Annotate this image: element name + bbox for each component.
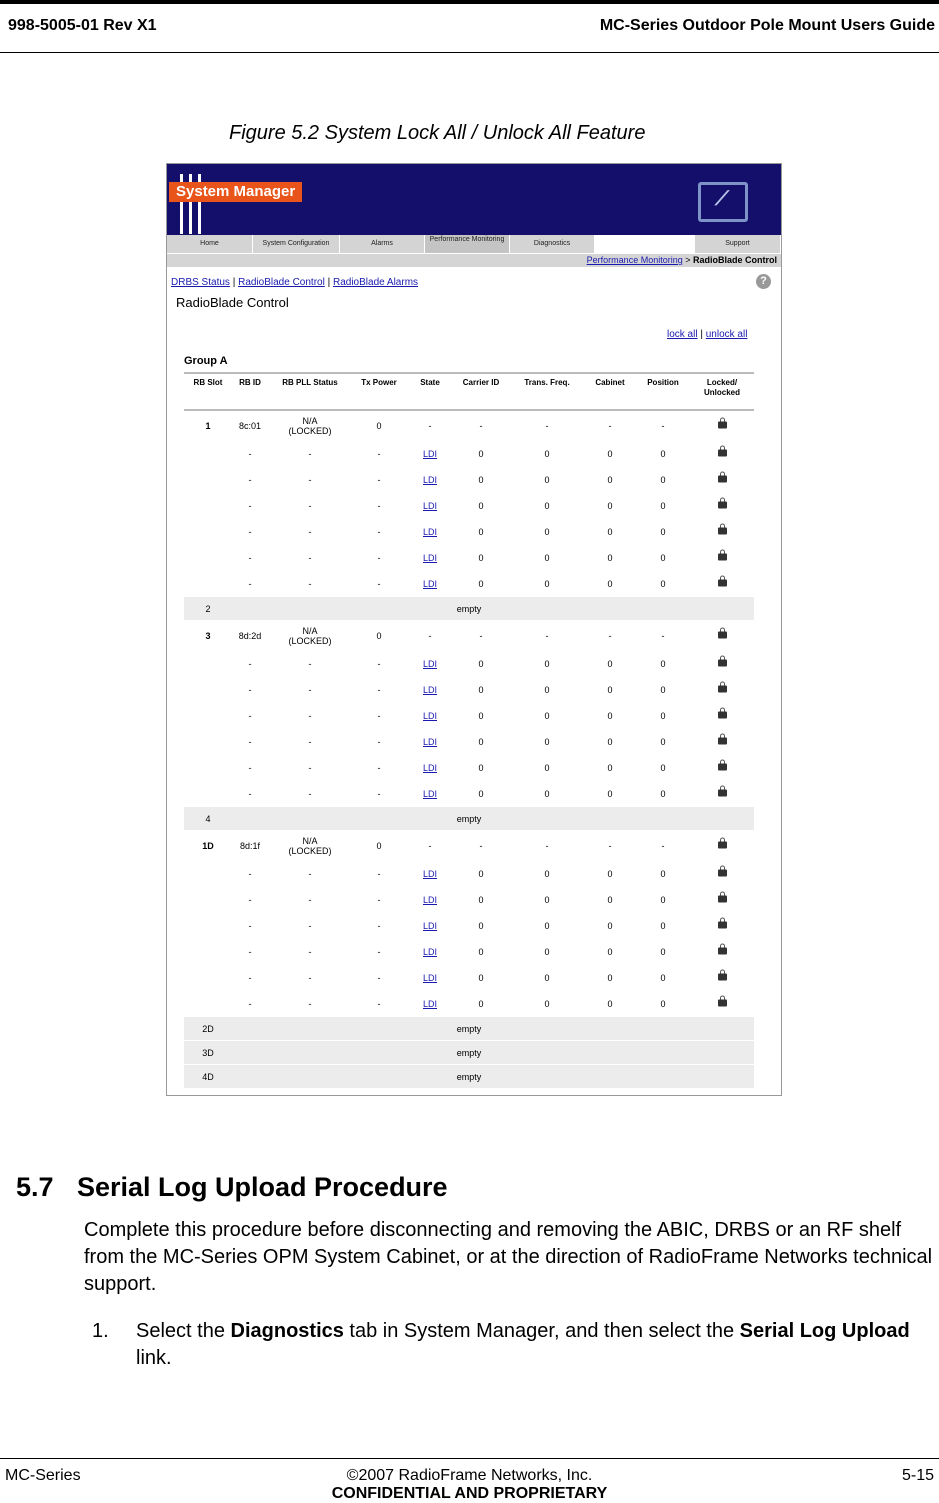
slot-number: 2D	[202, 1023, 214, 1034]
lock-icon[interactable]	[718, 476, 727, 485]
table-row-sub	[184, 887, 754, 913]
zero-cell: 0	[544, 947, 550, 957]
zero-cell: 0	[478, 553, 484, 563]
table-row-empty	[184, 1041, 754, 1065]
dash-cell: -	[248, 475, 252, 485]
column-header: RB PLL Status	[282, 378, 338, 387]
dash-cell: -	[377, 921, 381, 931]
dash-cell: -	[377, 737, 381, 747]
doc-title: MC-Series Outdoor Pole Mount Users Guide	[599, 17, 935, 34]
radioblade-table	[184, 372, 754, 1089]
dash-cell: -	[428, 841, 432, 851]
zero-cell: 0	[660, 659, 666, 669]
slot-number: 4D	[202, 1071, 214, 1082]
zero-cell: 0	[660, 449, 666, 459]
zero-cell: 0	[607, 527, 613, 537]
zero-cell: 0	[607, 579, 613, 589]
lock-icon[interactable]	[718, 528, 727, 537]
step-text	[136, 1318, 936, 1372]
zero-cell: 0	[478, 449, 484, 459]
zero-cell: 0	[660, 737, 666, 747]
zero-cell: 0	[607, 895, 613, 905]
breadcrumb	[167, 254, 781, 267]
table-row-sub	[184, 965, 754, 991]
zero-cell: 0	[478, 973, 484, 983]
zero-cell: 0	[478, 947, 484, 957]
column-header: RB Slot	[193, 378, 223, 387]
dash-cell: -	[377, 869, 381, 879]
zero-cell: 0	[544, 789, 550, 799]
zero-cell: 0	[478, 501, 484, 511]
tab-diagnostics[interactable]: Diagnostics	[510, 235, 595, 253]
dash-cell: -	[377, 999, 381, 1009]
column-header: Cabinet	[595, 378, 625, 387]
dash-cell: -	[248, 763, 252, 773]
table-row-sub	[184, 545, 754, 571]
table-row	[184, 831, 754, 861]
dash-cell: -	[308, 999, 312, 1009]
ldi-link[interactable]: LDI	[422, 999, 437, 1009]
lock-icon[interactable]	[718, 764, 727, 773]
slot-number: 1	[205, 421, 211, 431]
doc-number: 998-5005-01 Rev X1	[8, 17, 157, 34]
drbs-status-link[interactable]: DRBS Status	[171, 277, 230, 288]
dash-cell: -	[377, 895, 381, 905]
zero-cell: 0	[478, 527, 484, 537]
empty-label: empty	[456, 1023, 482, 1034]
ldi-link[interactable]: LDI	[422, 921, 437, 931]
empty-label: empty	[456, 1071, 482, 1082]
dash-cell: -	[428, 421, 432, 431]
table-row-sub	[184, 729, 754, 755]
zero-cell: 0	[607, 711, 613, 721]
zero-cell: 0	[478, 711, 484, 721]
dash-cell: -	[377, 659, 381, 669]
zero-cell: 0	[478, 789, 484, 799]
sublink-pipe: |	[327, 277, 331, 288]
zero-cell: 0	[478, 579, 484, 589]
empty-label: empty	[456, 603, 482, 614]
table-row-sub	[184, 677, 754, 703]
lock-controls	[667, 329, 747, 340]
table-row	[184, 621, 754, 651]
zero-cell: 0	[544, 999, 550, 1009]
header-rule	[0, 0, 939, 4]
dash-cell: -	[479, 841, 483, 851]
pll-status: N/A (LOCKED)	[288, 626, 332, 646]
dash-cell: -	[479, 631, 483, 641]
tab-support[interactable]: Support	[695, 235, 781, 253]
dash-cell: -	[308, 501, 312, 511]
zero-cell: 0	[660, 947, 666, 957]
zero-cell: 0	[544, 711, 550, 721]
column-header: Tx Power	[361, 378, 397, 387]
lock-all-link[interactable]: lock all	[667, 329, 698, 340]
dash-cell: -	[608, 841, 612, 851]
footer-left: MC-Series	[5, 1467, 81, 1484]
tab-alarms[interactable]: Alarms	[340, 235, 425, 253]
dash-cell: -	[608, 421, 612, 431]
unlock-all-link[interactable]: unlock all	[705, 329, 748, 340]
dash-cell: -	[308, 789, 312, 799]
zero-cell: 0	[544, 869, 550, 879]
dash-cell: -	[377, 449, 381, 459]
dash-cell: -	[377, 475, 381, 485]
footer-page-number: 5-15	[901, 1467, 934, 1484]
zero-cell: 0	[660, 789, 666, 799]
dash-cell: -	[308, 895, 312, 905]
dash-cell: -	[545, 631, 549, 641]
table-row-sub	[184, 861, 754, 887]
zero-cell: 0	[607, 921, 613, 931]
zero-cell: 0	[660, 685, 666, 695]
lock-icon[interactable]	[718, 450, 727, 459]
column-header: Locked/ Unlocked	[703, 378, 740, 397]
zero-cell: 0	[478, 659, 484, 669]
dash-cell: -	[308, 763, 312, 773]
dash-cell: -	[248, 789, 252, 799]
zero-cell: 0	[660, 579, 666, 589]
dash-cell: -	[248, 947, 252, 957]
slot-number: 4	[205, 813, 211, 824]
zero-cell: 0	[607, 553, 613, 563]
dash-cell: -	[248, 659, 252, 669]
table-row-sub	[184, 939, 754, 965]
step-text-mid: tab in System Manager, and then select the	[343, 1320, 740, 1342]
lock-icon[interactable]	[718, 922, 727, 931]
section-heading	[16, 1172, 448, 1203]
breadcrumb-current: RadioBlade Control	[692, 255, 777, 265]
zero-cell: 0	[544, 659, 550, 669]
dash-cell: -	[377, 973, 381, 983]
ldi-link[interactable]: LDI	[422, 553, 437, 563]
zero-cell: 0	[544, 475, 550, 485]
zero-cell: 0	[660, 475, 666, 485]
table-row-sub	[184, 467, 754, 493]
figure-caption: Figure 5.2 System Lock All / Unlock All Feature	[229, 122, 646, 144]
lock-icon[interactable]	[718, 896, 727, 905]
zero-cell: 0	[607, 475, 613, 485]
column-header: Position	[647, 378, 679, 387]
column-header: Carrier ID	[462, 378, 500, 387]
lock-icon[interactable]	[718, 554, 727, 563]
zero-cell: 0	[607, 947, 613, 957]
dash-cell: -	[545, 841, 549, 851]
ldi-link[interactable]: LDI	[422, 449, 437, 459]
ldi-link[interactable]: LDI	[422, 973, 437, 983]
table-row-sub	[184, 441, 754, 467]
zero-cell: 0	[544, 553, 550, 563]
page-title: RadioBlade Control	[176, 295, 289, 310]
tx-power: 0	[376, 841, 382, 851]
lock-icon[interactable]	[718, 842, 727, 851]
zero-cell: 0	[660, 711, 666, 721]
ldi-link[interactable]: LDI	[422, 475, 437, 485]
dash-cell: -	[248, 501, 252, 511]
dash-cell: -	[248, 895, 252, 905]
step-text-pre: Select the	[136, 1320, 231, 1342]
ldi-link[interactable]: LDI	[422, 501, 437, 511]
lock-icon[interactable]	[718, 870, 727, 879]
tab-home[interactable]: Home	[167, 235, 253, 253]
dash-cell: -	[248, 999, 252, 1009]
lock-icon[interactable]	[718, 974, 727, 983]
group-label: Group A	[184, 355, 228, 367]
dash-cell: -	[428, 631, 432, 641]
sublink-pipe: |	[232, 277, 236, 288]
dash-cell: -	[545, 421, 549, 431]
lock-icon[interactable]	[718, 790, 727, 799]
system-manager-logo: System Manager	[169, 182, 302, 202]
dash-cell: -	[377, 501, 381, 511]
zero-cell: 0	[478, 869, 484, 879]
zero-cell: 0	[607, 973, 613, 983]
ldi-link[interactable]: LDI	[422, 579, 437, 589]
lock-icon[interactable]	[718, 502, 727, 511]
lock-pipe: |	[700, 329, 703, 340]
radioblade-alarms-link[interactable]: RadioBlade Alarms	[332, 277, 419, 288]
lock-icon[interactable]	[718, 632, 727, 641]
lock-icon[interactable]	[718, 738, 727, 747]
system-manager-screenshot	[166, 163, 782, 1096]
rb-id: 8d:1f	[239, 841, 261, 851]
table-row-sub	[184, 571, 754, 597]
table-header	[184, 372, 754, 411]
dash-cell: -	[308, 553, 312, 563]
zero-cell: 0	[478, 895, 484, 905]
dash-cell: -	[377, 527, 381, 537]
zero-cell: 0	[607, 685, 613, 695]
column-header: Trans. Freq.	[524, 378, 570, 387]
ldi-link[interactable]: LDI	[422, 947, 437, 957]
zero-cell: 0	[544, 973, 550, 983]
column-header: State	[420, 378, 440, 387]
dash-cell: -	[308, 659, 312, 669]
dash-cell: -	[377, 789, 381, 799]
zero-cell: 0	[478, 685, 484, 695]
dash-cell: -	[248, 973, 252, 983]
zero-cell: 0	[478, 763, 484, 773]
step-bold-diagnostics: Diagnostics	[230, 1320, 344, 1342]
zero-cell: 0	[607, 869, 613, 879]
dash-cell: -	[308, 869, 312, 879]
dash-cell: -	[308, 973, 312, 983]
rb-id: 8d:2d	[238, 631, 262, 641]
sub-navigation	[171, 277, 418, 288]
ldi-link[interactable]: LDI	[422, 685, 437, 695]
dash-cell: -	[248, 449, 252, 459]
dash-cell: -	[248, 527, 252, 537]
lock-icon[interactable]	[718, 1000, 727, 1009]
lock-icon[interactable]	[718, 422, 727, 431]
zero-cell: 0	[544, 685, 550, 695]
step-text-post: link.	[136, 1347, 172, 1369]
dash-cell: -	[377, 947, 381, 957]
dash-cell: -	[661, 631, 665, 641]
dash-cell: -	[248, 553, 252, 563]
table-row	[184, 411, 754, 441]
dash-cell: -	[248, 869, 252, 879]
zero-cell: 0	[544, 737, 550, 747]
table-body	[184, 411, 754, 1089]
ldi-link[interactable]: LDI	[422, 711, 437, 721]
dash-cell: -	[248, 737, 252, 747]
dash-cell: -	[377, 579, 381, 589]
zero-cell: 0	[544, 501, 550, 511]
zero-cell: 0	[607, 763, 613, 773]
dash-cell: -	[479, 421, 483, 431]
empty-label: empty	[456, 813, 482, 824]
dash-cell: -	[377, 763, 381, 773]
breadcrumb-separator: >	[682, 255, 693, 265]
tx-power: 0	[376, 421, 382, 431]
slot-number: 3D	[202, 1047, 214, 1058]
footer-copyright: ©2007 RadioFrame Networks, Inc.	[346, 1467, 593, 1484]
document-header	[0, 0, 939, 54]
table-row-sub	[184, 991, 754, 1017]
header-divider	[0, 52, 939, 53]
tab-system-configuration[interactable]: System Configuration	[253, 235, 340, 253]
zero-cell: 0	[478, 475, 484, 485]
lock-icon[interactable]	[718, 580, 727, 589]
pll-status: N/A (LOCKED)	[288, 416, 332, 436]
zero-cell: 0	[478, 921, 484, 931]
zero-cell: 0	[544, 895, 550, 905]
section-number: 5.7	[16, 1172, 54, 1202]
ldi-link[interactable]: LDI	[422, 737, 437, 747]
dash-cell: -	[377, 553, 381, 563]
table-row-sub	[184, 913, 754, 939]
zero-cell: 0	[660, 921, 666, 931]
pll-status: N/A (LOCKED)	[288, 836, 332, 856]
lock-icon[interactable]	[718, 686, 727, 695]
dash-cell: -	[377, 711, 381, 721]
dash-cell: -	[248, 921, 252, 931]
zero-cell: 0	[660, 501, 666, 511]
dash-cell: -	[308, 449, 312, 459]
slot-number: 2	[205, 603, 211, 614]
table-row-sub	[184, 519, 754, 545]
zero-cell: 0	[607, 449, 613, 459]
zero-cell: 0	[607, 501, 613, 511]
zero-cell: 0	[607, 789, 613, 799]
dash-cell: -	[308, 685, 312, 695]
main-tabs	[167, 235, 781, 254]
dash-cell: -	[377, 685, 381, 695]
zero-cell: 0	[660, 999, 666, 1009]
zero-cell: 0	[660, 763, 666, 773]
ldi-link[interactable]: LDI	[422, 869, 437, 879]
table-row-sub	[184, 781, 754, 807]
table-row-sub	[184, 755, 754, 781]
dash-cell: -	[308, 475, 312, 485]
ldi-link[interactable]: LDI	[422, 895, 437, 905]
dash-cell: -	[308, 947, 312, 957]
table-row-empty	[184, 807, 754, 831]
table-row-empty	[184, 1017, 754, 1041]
step-number: 1.	[92, 1320, 109, 1342]
lock-icon[interactable]	[718, 712, 727, 721]
table-row-sub	[184, 651, 754, 677]
radioframe-logo-icon: ⟋	[698, 182, 748, 222]
section-title: Serial Log Upload Procedure	[77, 1172, 448, 1202]
dash-cell: -	[661, 841, 665, 851]
dash-cell: -	[248, 579, 252, 589]
zero-cell: 0	[478, 999, 484, 1009]
step-bold-serial-log: Serial Log Upload	[739, 1320, 910, 1342]
zero-cell: 0	[660, 973, 666, 983]
tx-power: 0	[376, 631, 382, 641]
table-row-empty	[184, 597, 754, 621]
table-row-sub	[184, 493, 754, 519]
zero-cell: 0	[478, 737, 484, 747]
empty-label: empty	[456, 1047, 482, 1058]
radioblade-control-link[interactable]: RadioBlade Control	[238, 277, 325, 288]
zero-cell: 0	[607, 737, 613, 747]
column-header: RB ID	[239, 378, 261, 387]
zero-cell: 0	[660, 869, 666, 879]
body-paragraph: Complete this procedure before disconnecting and removing the ABIC, DRBS or an RF shelf from the MC-Series OPM System Cabinet, or at the direction of RadioFrame Networks technical support.	[84, 1219, 933, 1295]
app-banner	[167, 164, 781, 235]
tab-performance-monitoring[interactable]: Performance Monitoring	[425, 235, 510, 253]
slot-number: 3	[205, 631, 211, 641]
table-row-empty	[184, 1065, 754, 1089]
lock-icon[interactable]	[718, 948, 727, 957]
breadcrumb-link[interactable]: Performance Monitoring	[586, 255, 683, 265]
dash-cell: -	[608, 631, 612, 641]
zero-cell: 0	[660, 527, 666, 537]
zero-cell: 0	[544, 449, 550, 459]
lock-icon[interactable]	[718, 660, 727, 669]
rb-id: 8c:01	[238, 421, 262, 431]
dash-cell: -	[248, 711, 252, 721]
table-row-sub	[184, 703, 754, 729]
zero-cell: 0	[544, 763, 550, 773]
dash-cell: -	[248, 685, 252, 695]
slot-number: 1D	[202, 841, 214, 851]
ldi-link[interactable]: LDI	[422, 659, 437, 669]
ldi-link[interactable]: LDI	[422, 527, 437, 537]
ldi-link[interactable]: LDI	[422, 789, 437, 799]
zero-cell: 0	[660, 553, 666, 563]
document-footer	[0, 1458, 939, 1502]
zero-cell: 0	[544, 527, 550, 537]
footer-confidential: CONFIDENTIAL AND PROPRIETARY	[331, 1485, 608, 1502]
zero-cell: 0	[607, 999, 613, 1009]
dash-cell: -	[308, 737, 312, 747]
zero-cell: 0	[660, 895, 666, 905]
dash-cell: -	[661, 421, 665, 431]
dash-cell: -	[308, 711, 312, 721]
footer-rule	[0, 1458, 939, 1459]
help-icon[interactable]: ?	[756, 274, 771, 289]
dash-cell: -	[308, 579, 312, 589]
zero-cell: 0	[607, 659, 613, 669]
zero-cell: 0	[544, 921, 550, 931]
dash-cell: -	[308, 527, 312, 537]
zero-cell: 0	[544, 579, 550, 589]
dash-cell: -	[308, 921, 312, 931]
ldi-link[interactable]: LDI	[422, 763, 437, 773]
